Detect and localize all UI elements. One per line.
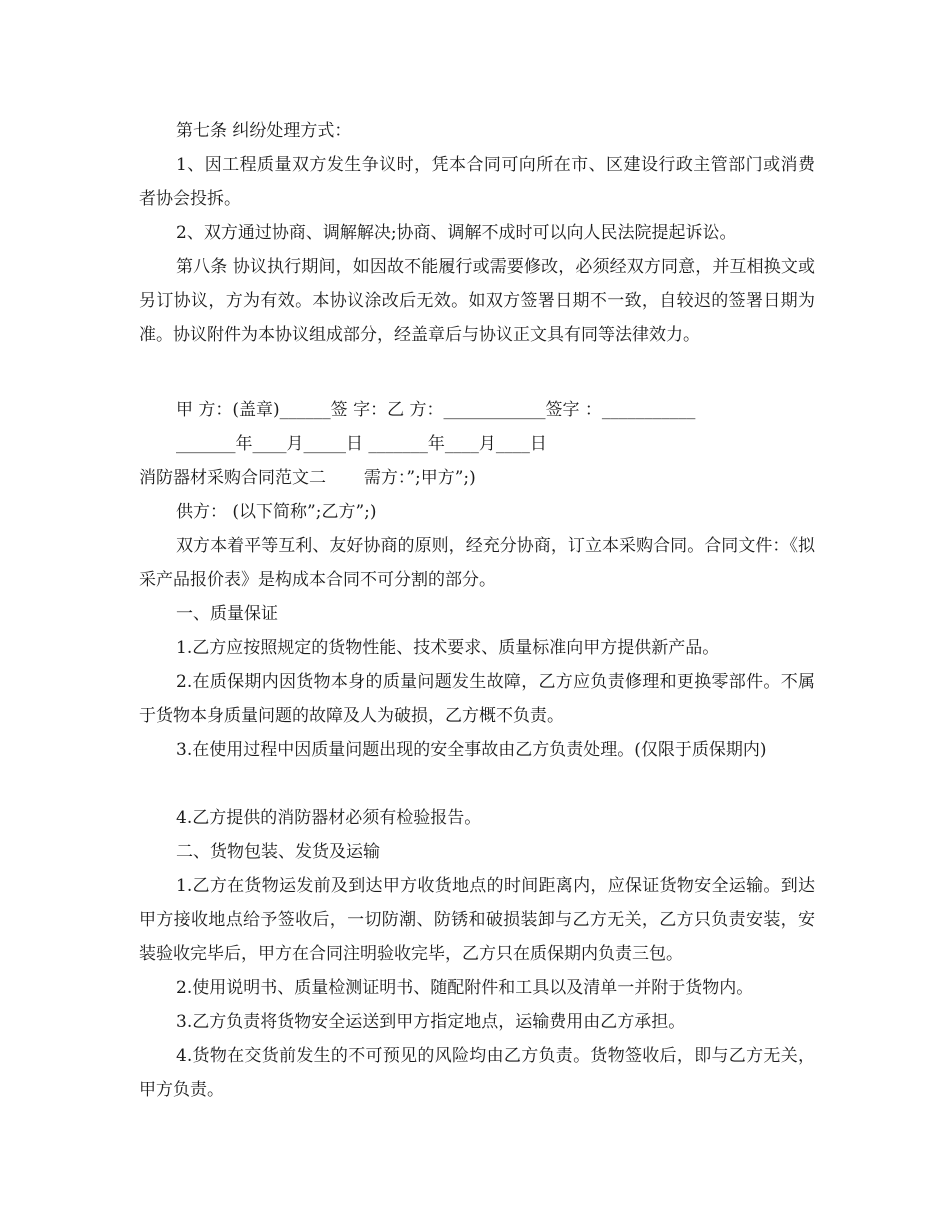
article8-paragraph: 第八条 协议执行期间，如因故不能履行或需要修改，必须经双方同意，并互相换文或另订协议，方为有效。本协议涂改后无效。如双方签署日期不一致，自较迟的签署日期为准。协议附件为本协议组成部分，经盖章后与协议正文具有同等法律效力。 bbox=[139, 257, 815, 345]
article7-item-1: 1、因工程质量双方发生争议时，凭本合同可向所在市、区建设行政主管部门或消费者协会投拆。 bbox=[139, 155, 815, 209]
signature-line: 甲 方：(盖章)______签 字：乙 方：____________签字 ：___________ bbox=[176, 400, 696, 420]
shipping-heading: 二、货物包装、发货及运输 bbox=[176, 842, 380, 862]
quality-item-4: 4.乙方提供的消防器材必须有检验报告。 bbox=[176, 808, 482, 828]
section2-title-line: 消防器材采购合同范文二 需方：”;甲方”;) bbox=[139, 468, 476, 488]
shipping-item-1: 1.乙方在货物运发前及到达甲方收货地点的时间距离内，应保证货物安全运输。到达甲方接收地点给予签收后，一切防潮、防锈和破损装卸与乙方无关，乙方只负责安装，安装验收完毕后，甲方在合同注明验收完毕，乙方只在质保期内负责三包。 bbox=[139, 876, 815, 964]
shipping-item-2: 2.使用说明书、质量检测证明书、随配附件和工具以及清单一并附于货物内。 bbox=[176, 978, 754, 998]
quality-item-3: 3.在使用过程中因质量问题出现的安全事故由乙方负责处理。(仅限于质保期内) bbox=[176, 740, 767, 760]
article7-item-2: 2、双方通过协商、调解解决;协商、调解不成时可以向人民法院提起诉讼。 bbox=[176, 223, 737, 243]
date-line: _______年____月_____日 _______年____月____日 bbox=[176, 434, 547, 454]
shipping-item-3: 3.乙方负责将货物安全运送到甲方指定地点，运输费用由乙方承担。 bbox=[176, 1012, 686, 1032]
shipping-item-4: 4.货物在交货前发生的不可预见的风险均由乙方负责。货物签收后，即与乙方无关，甲方负责。 bbox=[139, 1046, 815, 1100]
intro-paragraph: 双方本着平等互利、友好协商的原则，经充分协商，订立本采购合同。合同文件：《拟采产品报价表》是构成本合同不可分割的部分。 bbox=[139, 536, 815, 590]
quality-item-2: 2.在质保期内因货物本身的质量问题发生故障，乙方应负责修理和更换零部件。不属于货物本身质量问题的故障及人为破损，乙方概不负责。 bbox=[139, 672, 815, 726]
article7-heading: 第七条 纠纷处理方式： bbox=[176, 121, 352, 141]
quality-item-1: 1.乙方应按照规定的货物性能、技术要求、质量标准向甲方提供新产品。 bbox=[176, 638, 720, 658]
supplier-line: 供方： (以下简称”;乙方”;) bbox=[176, 502, 377, 522]
quality-heading: 一、质量保证 bbox=[176, 604, 278, 624]
